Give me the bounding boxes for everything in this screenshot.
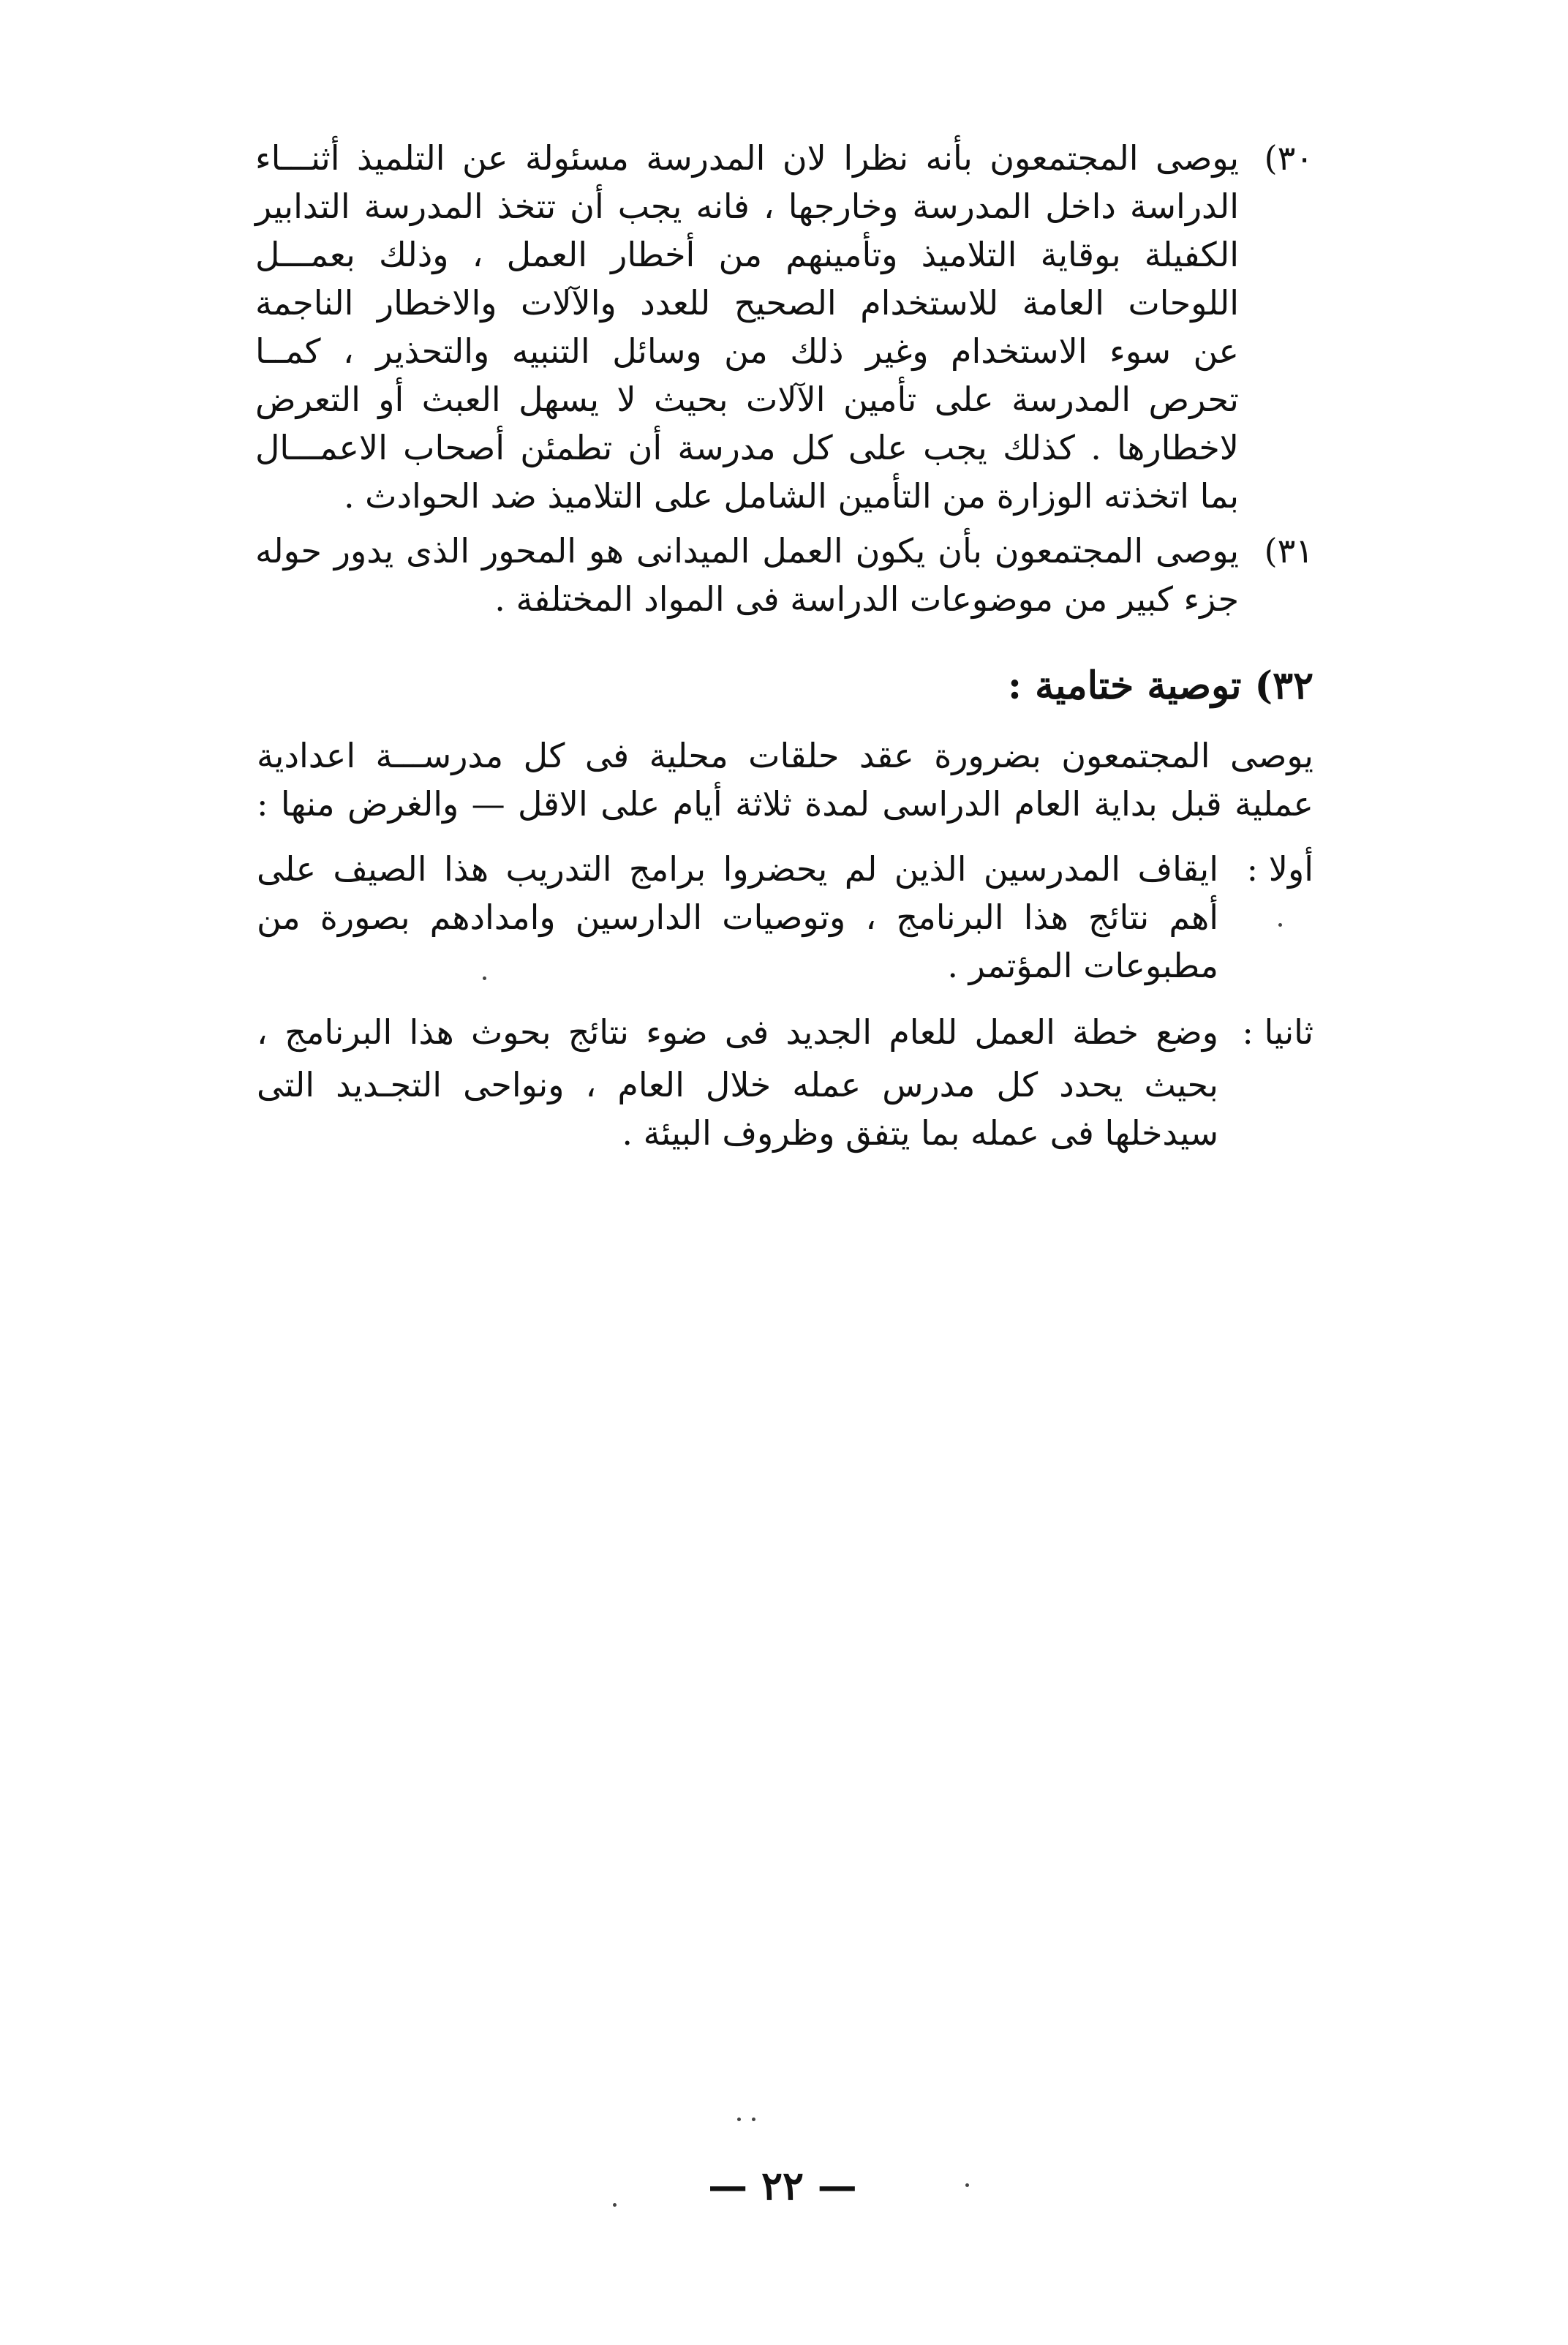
page-number: — ٢٢ — [708,2162,857,2209]
scan-speck [965,2183,969,2187]
first-line-2: أهم نتائج هذا البرنامج ، وتوصيات الدارسين وامدادهم بصورة من [257,897,1218,937]
item-30-line-8: بما اتخذته الوزارة من التأمين الشامل على التلاميذ ضد الحوادث . [343,476,1239,516]
scan-speck [1278,923,1282,927]
item-30-line-4: اللوحات العامة للاستخدام الصحيح للعدد والآلات والاخطار الناجمة [255,283,1239,323]
second-label: ثانيا : [1242,1012,1313,1052]
item-30-number: ٣٠) [1264,138,1313,178]
second-line-1: وضع خطة العمل للعام الجديد فى ضوء نتائج بحوث هذا البرنامج ، [257,1012,1218,1052]
first-line-1: ايقاف المدرسين الذين لم يحضروا برامج التدريب هذا الصيف على [257,849,1218,889]
item-30-line-7: لاخطارها . كذلك يجب على كل مدرسة أن تطمئن أصحاب الاعمـــال [255,428,1239,467]
first-label: أولا : [1246,849,1313,889]
item-32-heading: ٣٢) توصية ختامية : [1007,663,1313,708]
item-31-line-2: جزء كبير من موضوعات الدراسة فى المواد المختلفة . [494,579,1239,619]
item-30-line-6: تحرص المدرسة على تأمين الآلات بحيث لا يسهل العبث أو التعرض [255,380,1239,419]
item-31-line-1: يوصى المجتمعون بأن يكون العمل الميدانى هو المحور الذى يدور حوله [255,531,1239,571]
item-30-line-3: الكفيلة بوقاية التلاميذ وتأمينهم من أخطار العمل ، وذلك بعمـــل [255,235,1239,274]
item-30-line-2: الدراسة داخل المدرسة وخارجها ، فانه يجب أن تتخذ المدرسة التدابير [255,187,1239,226]
second-line-2: بحيث يحدد كل مدرس عمله خلال العام ، ونواحى التجـديد التى [257,1065,1218,1104]
second-line-3: سيدخلها فى عمله بما يتفق وظروف البيئة . [622,1113,1218,1153]
item-32-line-1: يوصى المجتمعون بضرورة عقد حلقات محلية فى كل مدرســـة اعدادية [257,736,1313,775]
item-31-number: ٣١) [1264,531,1313,571]
scan-speck [737,2118,741,2121]
item-32-line-2: عملية قبل بداية العام الدراسى لمدة ثلاثة أيام على الاقل — والغرض منها : [257,784,1313,824]
scan-speck [613,2203,617,2207]
scan-speck [752,2118,755,2121]
item-30-line-5: عن سوء الاستخدام وغير ذلك من وسائل التنبيه والتحذير ، كمــا [255,331,1239,371]
item-30-line-1: يوصى المجتمعون بأنه نظرا لان المدرسة مسئولة عن التلميذ أثنـــاء [255,138,1239,178]
scan-speck [483,976,486,980]
first-line-3: مطبوعات المؤتمر . [947,946,1218,985]
